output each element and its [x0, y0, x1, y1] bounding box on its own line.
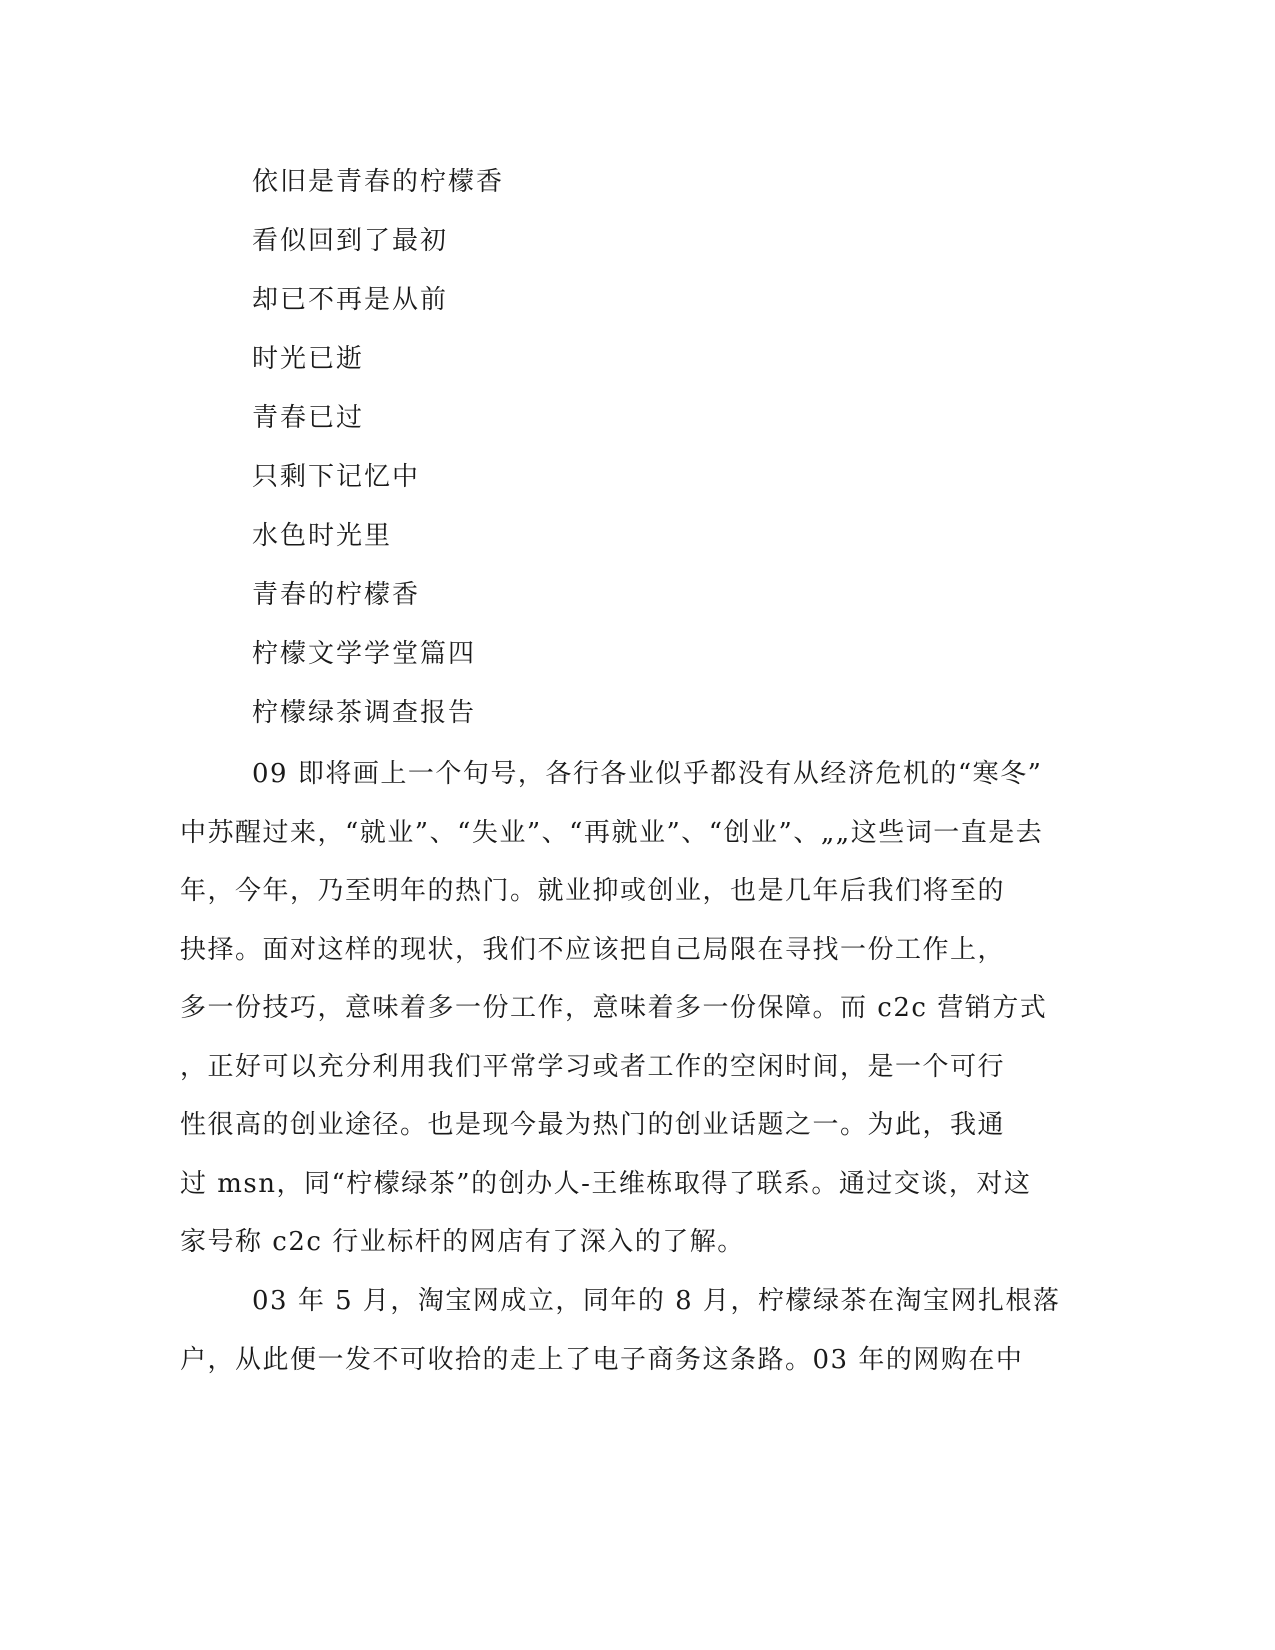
poem-line: 时光已逝 [252, 344, 365, 374]
paragraph-line: 09 即将画上一个句号，各行各业似乎都没有从经济危机的“寒冬” [252, 759, 1043, 789]
poem-line: 却已不再是从前 [252, 285, 449, 315]
paragraph-line: 年，今年，乃至明年的热门。就业抑或创业，也是几年后我们将至的 [180, 876, 1006, 906]
paragraph-line: 中苏醒过来，“就业”、“失业”、“再就业”、“创业”、„„这些词一直是去 [180, 817, 1044, 848]
poem-line: 依旧是青春的柠檬香 [252, 167, 505, 197]
poem-line: 青春已过 [252, 403, 365, 433]
paragraph-intro [180, 752, 1048, 1279]
paragraph-line: 户，从此便一发不可收拾的走上了电子商务这条路。03 年的网购在中 [180, 1344, 1024, 1375]
paragraph-line: 家号称 c2c 行业标杆的网店有了深入的了解。 [180, 1227, 745, 1257]
paragraph-line: 抉择。面对这样的现状，我们不应该把自己局限在寻找一份工作上， [180, 934, 1006, 965]
paragraph-history [180, 1279, 1061, 1396]
poem-line: 水色时光里 [252, 521, 393, 551]
paragraph-line: 多一份技巧，意味着多一份工作，意味着多一份保障。而 c2c 营销方式 [180, 993, 1048, 1023]
report-title: 柠檬绿茶调查报告 [252, 698, 477, 728]
paragraph-line: 03 年 5 月，淘宝网成立，同年的 8 月，柠檬绿茶在淘宝网扎根落 [252, 1286, 1061, 1316]
paragraph-line: 过 msn，同“柠檬绿茶”的创办人-王维栋取得了联系。通过交谈，对这 [180, 1168, 1032, 1199]
paragraph-line: ，正好可以充分利用我们平常学习或者工作的空闲时间，是一个可行 [180, 1051, 1006, 1082]
poem-line: 青春的柠檬香 [252, 580, 421, 610]
poem-line: 只剩下记忆中 [252, 462, 421, 492]
section-heading: 柠檬文学学堂篇四 [252, 639, 477, 669]
poem-line: 看似回到了最初 [252, 226, 449, 256]
poem-lines [252, 160, 504, 750]
paragraph-line: 性很高的创业途径。也是现今最为热门的创业话题之一。为此，我通 [180, 1110, 1006, 1140]
